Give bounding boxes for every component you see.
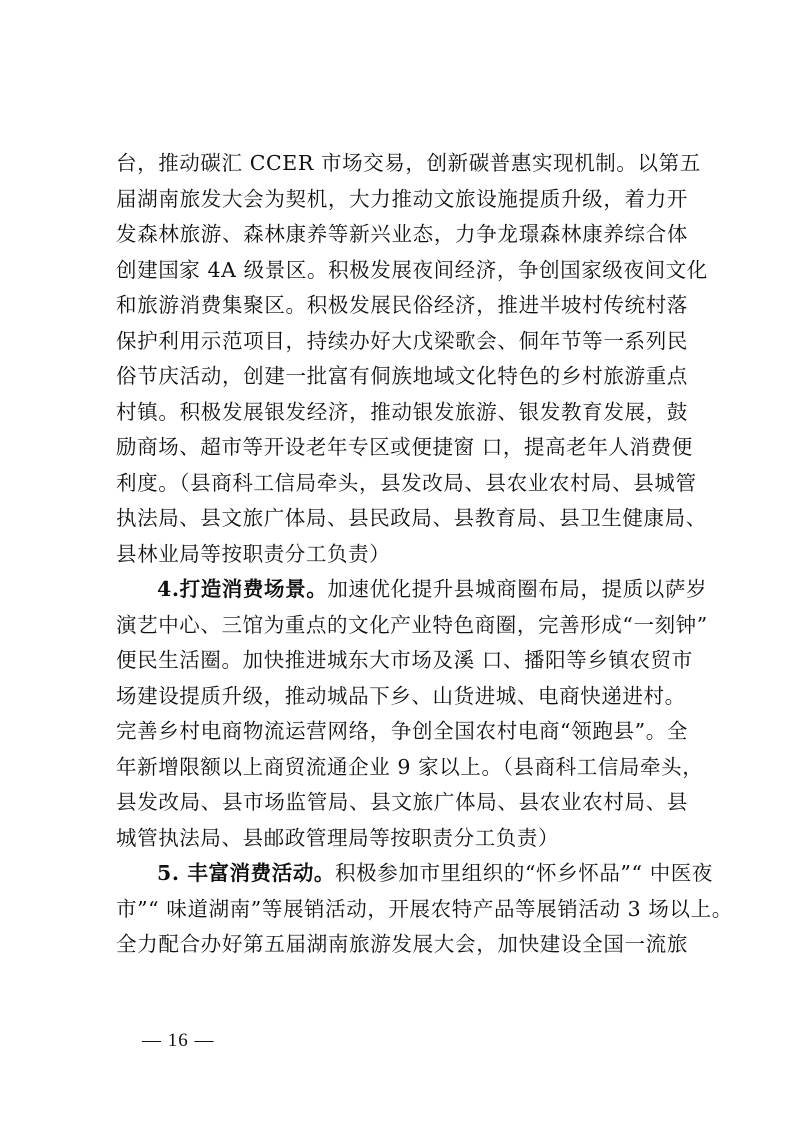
- paragraph-line: 执法局、县文旅广体局、县民政局、县教育局、县卫生健康局、: [116, 506, 707, 530]
- paragraph-line: 创建国家 4A 级景区。积极发展夜间经济，争创国家级夜间文化: [116, 257, 708, 282]
- paragraph-line: 全力配合办好第五届湖南旅游发展大会，加快建设全国一流旅: [116, 932, 688, 956]
- paragraph-line: 城管执法局、县邮政管理局等按职责分工负责）: [116, 825, 560, 850]
- paragraph-line: 县发改局、县市场监管局、县文旅广体局、县农业农村局、县: [116, 790, 688, 814]
- document-body: [116, 146, 733, 963]
- paragraph-line: 保护利用示范项目，持续办好大戊梁歌会、侗年节等一系列民: [116, 328, 688, 353]
- paragraph-line: 和旅游消费集聚区。积极发展民俗经济，推进半坡村传统村落: [116, 293, 688, 317]
- paragraph-line: 场建设提质升级，推动城品下乡、山货进城、电商快递进村。: [116, 683, 686, 708]
- paragraph-line: 年新增限额以上商贸流通企业 9 家以上。（县商科工信局牵头，: [116, 754, 704, 779]
- paragraph-line: 完善乡村电商物流运营网络，争创全国农村电商“领跑县”。全: [116, 719, 688, 743]
- item-5-text: 积极参加市里组织的“怀乡怀品”“ 中医夜: [335, 861, 714, 885]
- page-number: — 16 —: [142, 1030, 215, 1051]
- paragraph-line: 发森林旅游、森林康养等新兴业态，力争龙璟森林康养综合体: [116, 222, 688, 246]
- paragraph-line: 俗节庆活动，创建一批富有侗族地域文化特色的乡村旅游重点: [116, 364, 688, 388]
- item-5-first-line: [116, 856, 714, 892]
- paragraph-line: 演艺中心、三馆为重点的文化产业特色商圈，完善形成“一刻钟”: [116, 612, 708, 637]
- paragraph-line: 利度。（县商科工信局牵头，县发改局、县农业农村局、县城管: [116, 470, 697, 495]
- item-5-heading: 5. 丰富消费活动。: [157, 861, 336, 885]
- item-4-text: 加速优化提升县城商圈布局，提质以萨岁: [327, 577, 708, 601]
- item-4-heading: 4.打造消费场景。: [157, 577, 328, 601]
- paragraph-line: 市”“ 味道湖南”等展销活动，开展农特产品等展销活动 3 场以上。: [116, 896, 733, 921]
- paragraph-line: 村镇。积极发展银发经济，推动银发旅游、银发教育发展，鼓: [116, 399, 688, 424]
- paragraph-line: 便民生活圈。加快推进城东大市场及溪 口、播阳等乡镇农贸市: [116, 648, 693, 672]
- paragraph-line: 届湖南旅发大会为契机，大力推动文旅设施提质升级，着力开: [116, 186, 688, 211]
- item-4-first-line: [116, 572, 708, 608]
- paragraph-line: 台，推动碳汇 CCER 市场交易，创新碳普惠实现机制。以第五: [116, 151, 701, 175]
- paragraph-line: 励商场、超市等开设老年专区或便捷窗 口，提高老年人消费便: [116, 435, 693, 459]
- paragraph-line: 县林业局等按职责分工负责）: [116, 541, 391, 566]
